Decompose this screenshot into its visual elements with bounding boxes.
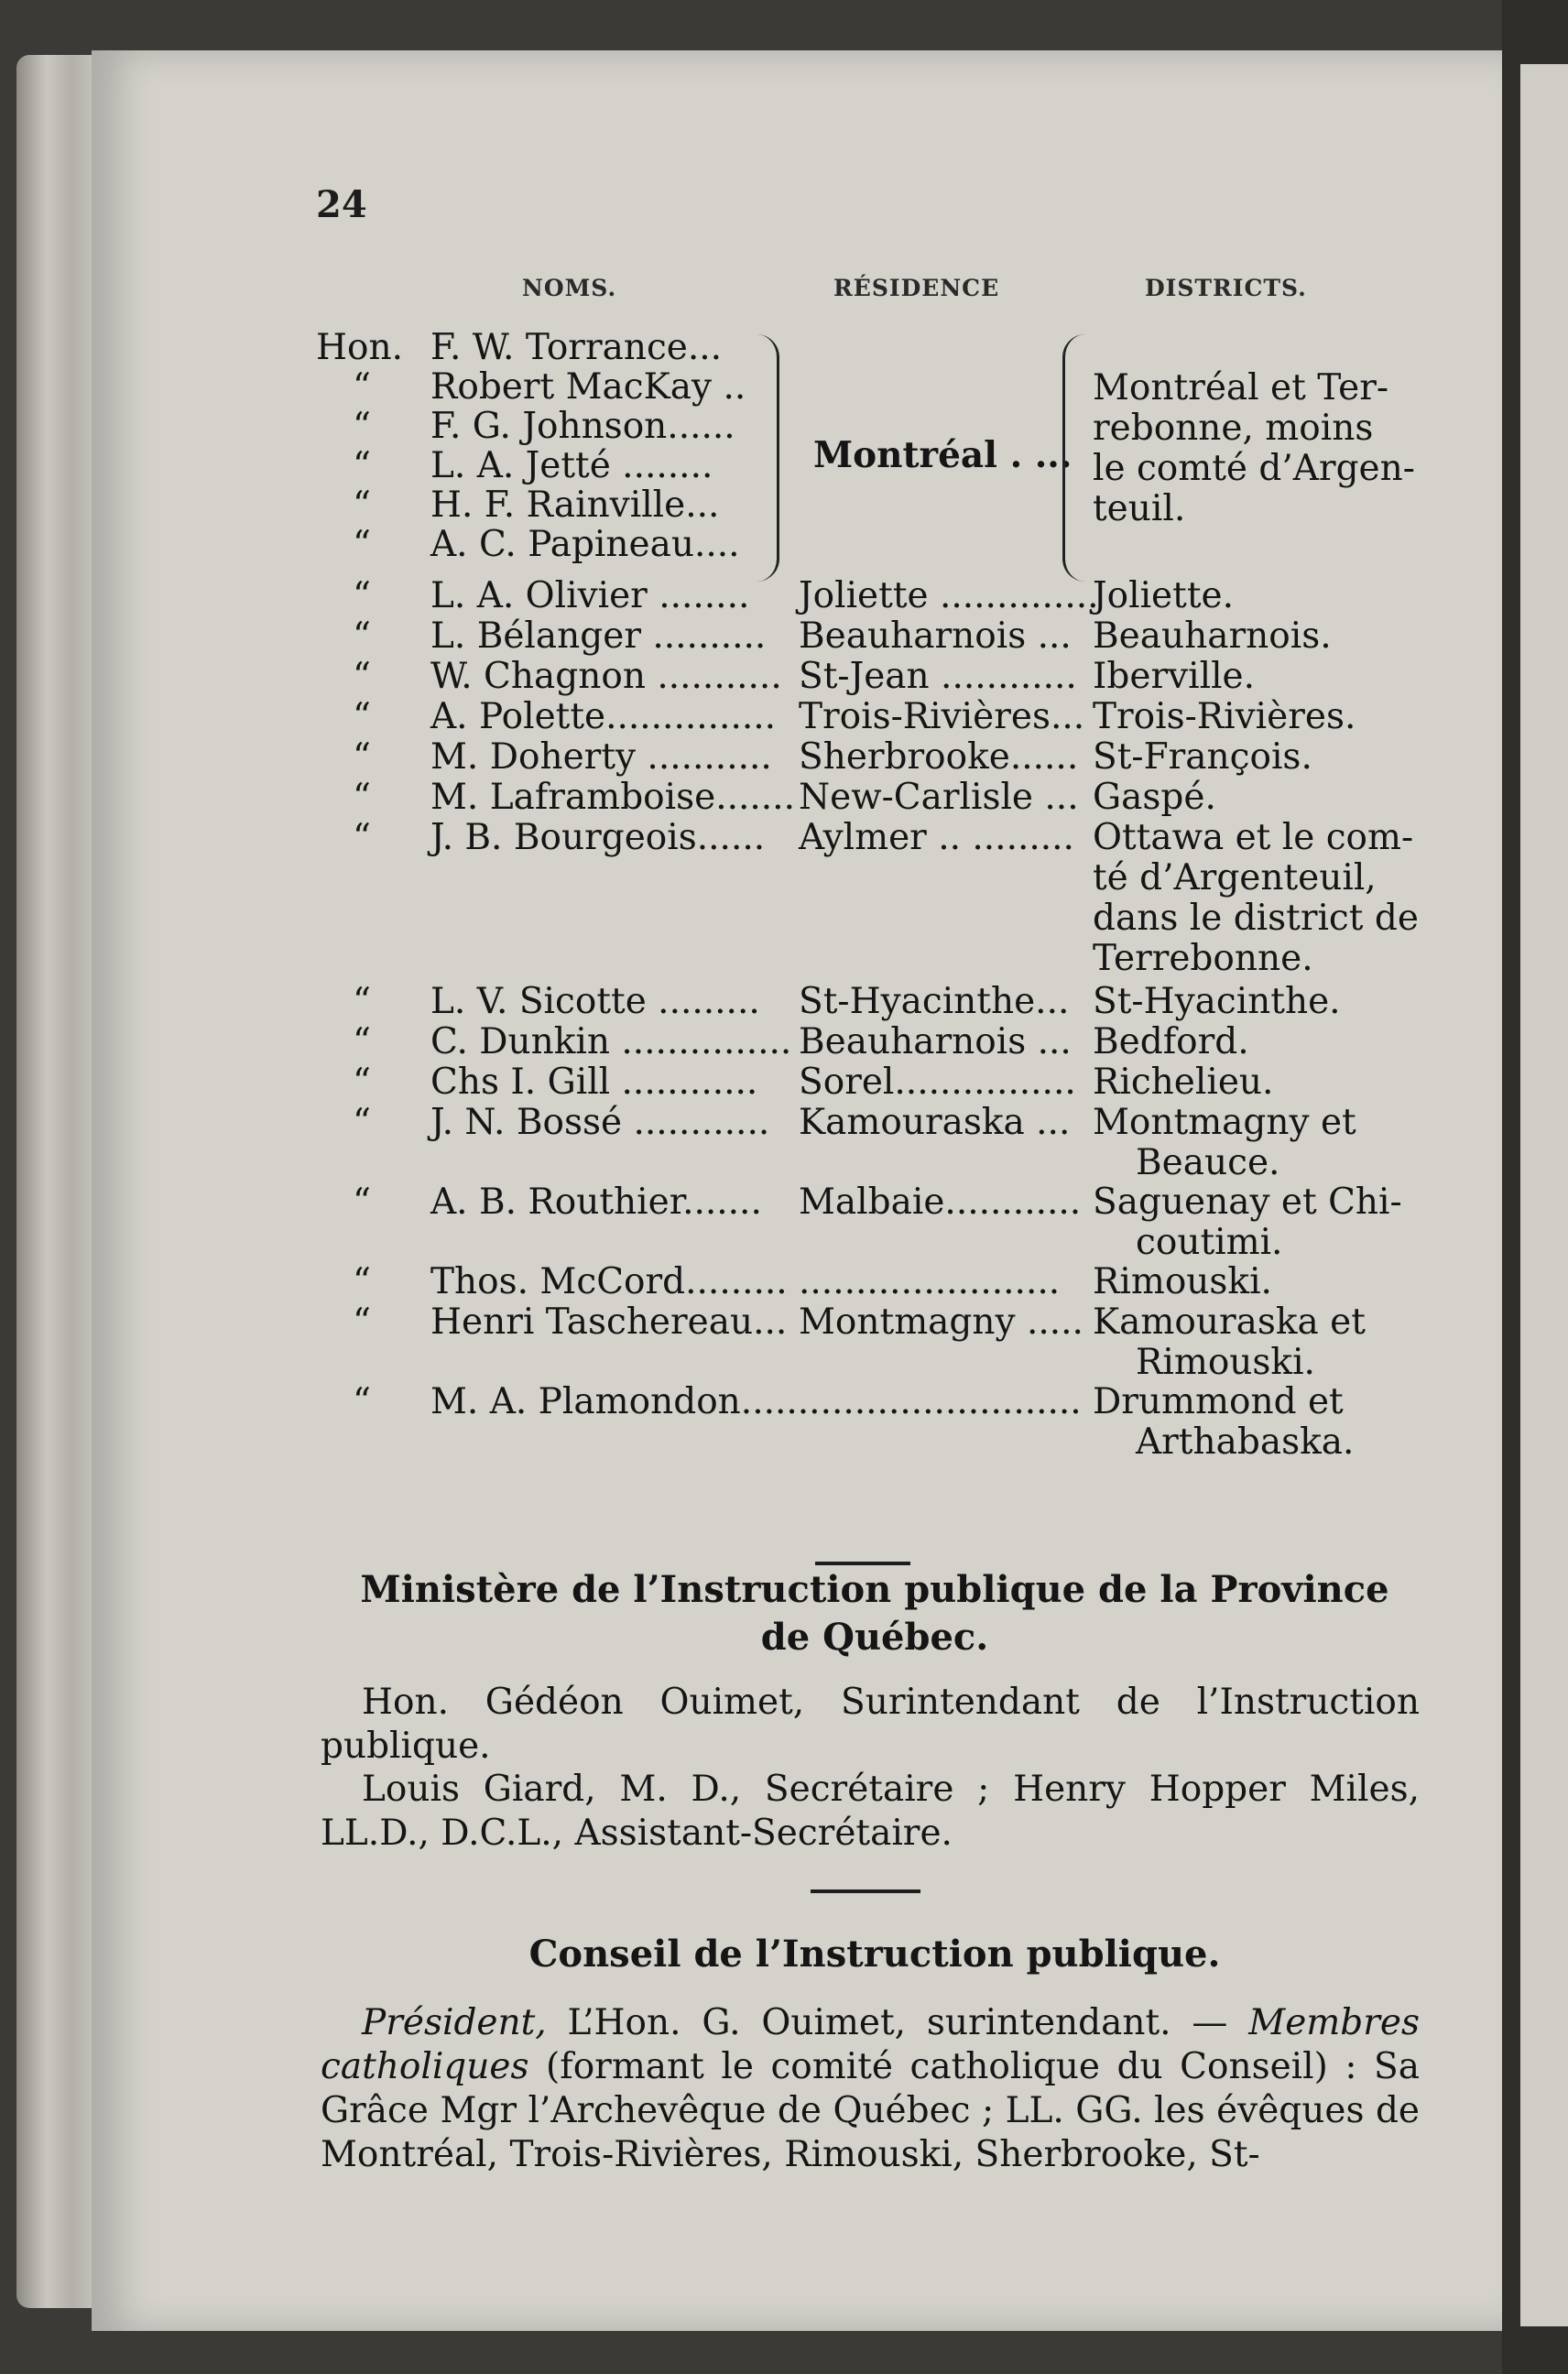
ditto-mark: “ (353, 615, 371, 657)
president-text: L’Hon. G. Ouimet, surintendant. — (567, 2002, 1228, 2043)
ditto-mark: “ (353, 736, 371, 778)
table-row (0, 1021, 1568, 1063)
ditto-mark: “ (353, 1381, 371, 1422)
residence: Trois-Rivières... (799, 696, 1085, 737)
judge-name: L. V. Sicotte ......... (430, 981, 760, 1022)
district: Richelieu. (1093, 1062, 1274, 1103)
judge-name: C. Dunkin ............... (430, 1021, 792, 1062)
membres-label: Membres catholiques (321, 2002, 1420, 2087)
district: St-François. (1093, 736, 1312, 778)
judge-name: L. A. Olivier ........ (430, 575, 750, 616)
column-header-districts: DISTRICTS. (1145, 275, 1307, 301)
section-rule (815, 1562, 910, 1565)
ditto-mark: “ (353, 485, 371, 526)
conseil-paragraph (321, 2001, 1420, 2177)
table-row (0, 1301, 1568, 1383)
judge-name: A. C. Papineau.... (430, 524, 740, 565)
ditto-mark: “ (353, 656, 371, 697)
residence: Beauharnois ... (799, 1021, 1072, 1062)
judge-name: W. Chagnon ........... (430, 656, 782, 697)
table-row (0, 656, 1568, 698)
ditto-mark: “ (353, 445, 371, 486)
judge-name: A. B. Routhier....... (430, 1182, 762, 1223)
judge-name: M. Laframboise....... (430, 777, 795, 818)
table-row (0, 327, 1568, 369)
residence: Sherbrooke...... (799, 736, 1079, 778)
ministere-title (321, 1566, 1429, 1661)
table-row (0, 777, 1568, 819)
district: Rimouski. (1093, 1261, 1272, 1302)
president-label: Président, (362, 2002, 547, 2043)
district: Joliette. (1093, 575, 1234, 616)
judge-name: F. G. Johnson...... (430, 406, 735, 447)
district: Gaspé. (1093, 777, 1216, 818)
table-row (0, 1182, 1568, 1263)
judge-name: L. Bélanger .......... (430, 615, 767, 657)
district: Beauharnois. (1093, 615, 1332, 657)
ditto-mark: “ (353, 981, 371, 1022)
ditto-mark: “ (353, 524, 371, 565)
judge-name: A. Polette............... (430, 696, 777, 737)
table-row (0, 736, 1568, 779)
residence: Aylmer .. ......... (799, 817, 1074, 858)
section-rule (811, 1889, 920, 1893)
ministere-paragraph-2: Louis Giard, M. D., Secrétaire ; Henry Hopper Miles, LL.D., D.C.L., Assistant-Secrétaire. (321, 1769, 1420, 1854)
conseil-title: Conseil de l’Instruction publique. (528, 1933, 1221, 1976)
ditto-mark: “ (353, 366, 371, 408)
district: Terrebonne. (1093, 938, 1313, 979)
left-brace (1062, 334, 1085, 582)
judge-name: Henri Taschereau... (430, 1301, 788, 1343)
ministere-paragraph-1: Hon. Gédéon Ouimet, Surintendant de l’Instruction publique. (321, 1682, 1420, 1767)
district: té d’Argenteuil, (1093, 857, 1377, 898)
ministere-title-line2: de Québec. (760, 1616, 989, 1659)
hon-prefix: Hon. (316, 327, 404, 368)
district: Trois-Rivières. (1093, 696, 1356, 737)
table-row (0, 524, 1568, 566)
table-row (0, 817, 1568, 979)
residence: Sorel................ (799, 1062, 1076, 1103)
table-row (0, 1261, 1568, 1303)
ditto-mark: “ (353, 406, 371, 447)
residence: Malbaie............ (799, 1182, 1082, 1223)
judge-name: F. W. Torrance... (430, 327, 723, 368)
residence: Kamouraska ... (799, 1102, 1071, 1143)
ditto-mark: “ (353, 817, 371, 858)
judge-name: Chs I. Gill ............ (430, 1062, 758, 1103)
table-row (0, 575, 1568, 617)
ditto-mark: “ (353, 575, 371, 616)
residence: St-Jean ............ (799, 656, 1077, 697)
conseil-rest: (formant le comité catholique du Conseil) : Sa Grâce Mgr l’Archevêque de Québec ; LL. GG. les évêques de Montréal, Trois-Rivières, Rimouski, Sherbrooke, St- (321, 2046, 1421, 2175)
district: Rimouski. (1136, 1342, 1315, 1383)
montreal-residence: Montréal . ... (813, 434, 1073, 476)
district-line: rebonne, moins (1093, 408, 1374, 449)
district: Montmagny et (1093, 1102, 1356, 1143)
district: St-Hyacinthe. (1093, 981, 1341, 1022)
judge-name: L. A. Jetté ........ (430, 445, 713, 486)
ditto-mark: “ (353, 1301, 371, 1343)
district: coutimi. (1136, 1222, 1283, 1263)
residence: New-Carlisle ... (799, 777, 1079, 818)
judge-name: J. N. Bossé ............ (430, 1102, 770, 1143)
district: Drummond et (1093, 1381, 1344, 1422)
table-row (0, 1062, 1568, 1104)
table-row (0, 696, 1568, 738)
district: Bedford. (1093, 1021, 1249, 1062)
judge-name: M. A. Plamondon.............................. (430, 1381, 1082, 1422)
table-row (0, 1381, 1568, 1463)
ditto-mark: “ (353, 1062, 371, 1103)
page-number: 24 (316, 183, 367, 226)
district: Saguenay et Chi- (1093, 1182, 1402, 1223)
ministere-title-line1: Ministère de l’Instruction publique de la Province (360, 1568, 1389, 1611)
district: Beauce. (1136, 1142, 1280, 1183)
table-row (0, 1102, 1568, 1183)
residence: St-Hyacinthe... (799, 981, 1070, 1022)
judge-name: J. B. Bourgeois...... (430, 817, 766, 858)
district: dans le district de (1093, 898, 1419, 939)
district-line: Montréal et Ter- (1093, 367, 1389, 408)
district: Ottawa et le com- (1093, 817, 1414, 858)
district: Kamouraska et (1093, 1301, 1366, 1343)
ditto-mark: “ (353, 1102, 371, 1143)
district-line: teuil. (1093, 488, 1186, 529)
table-row (0, 981, 1568, 1023)
ditto-mark: “ (353, 777, 371, 818)
residence: Joliette .............. (799, 575, 1099, 616)
judge-name: Robert MacKay .. (430, 366, 746, 408)
residence: Montmagny ..... (799, 1301, 1083, 1343)
judge-name: M. Doherty ........... (430, 736, 772, 778)
ditto-mark: “ (353, 1182, 371, 1223)
ditto-mark: “ (353, 1021, 371, 1062)
montreal-district (1093, 368, 1432, 529)
district: Arthabaska. (1136, 1421, 1355, 1463)
right-brace (757, 334, 779, 582)
ditto-mark: “ (353, 696, 371, 737)
district-line: le comté d’Argen- (1093, 448, 1415, 489)
district: Iberville. (1093, 656, 1256, 697)
table-row (0, 615, 1568, 658)
residence: Beauharnois ... (799, 615, 1072, 657)
column-header-residence: RÉSIDENCE (833, 275, 1000, 301)
residence: ....................... (799, 1261, 1061, 1302)
ditto-mark: “ (353, 1261, 371, 1302)
column-header-noms: NOMS. (522, 275, 617, 301)
judge-name: H. F. Rainville... (430, 485, 720, 526)
judge-name: Thos. McCord......... (430, 1261, 788, 1302)
